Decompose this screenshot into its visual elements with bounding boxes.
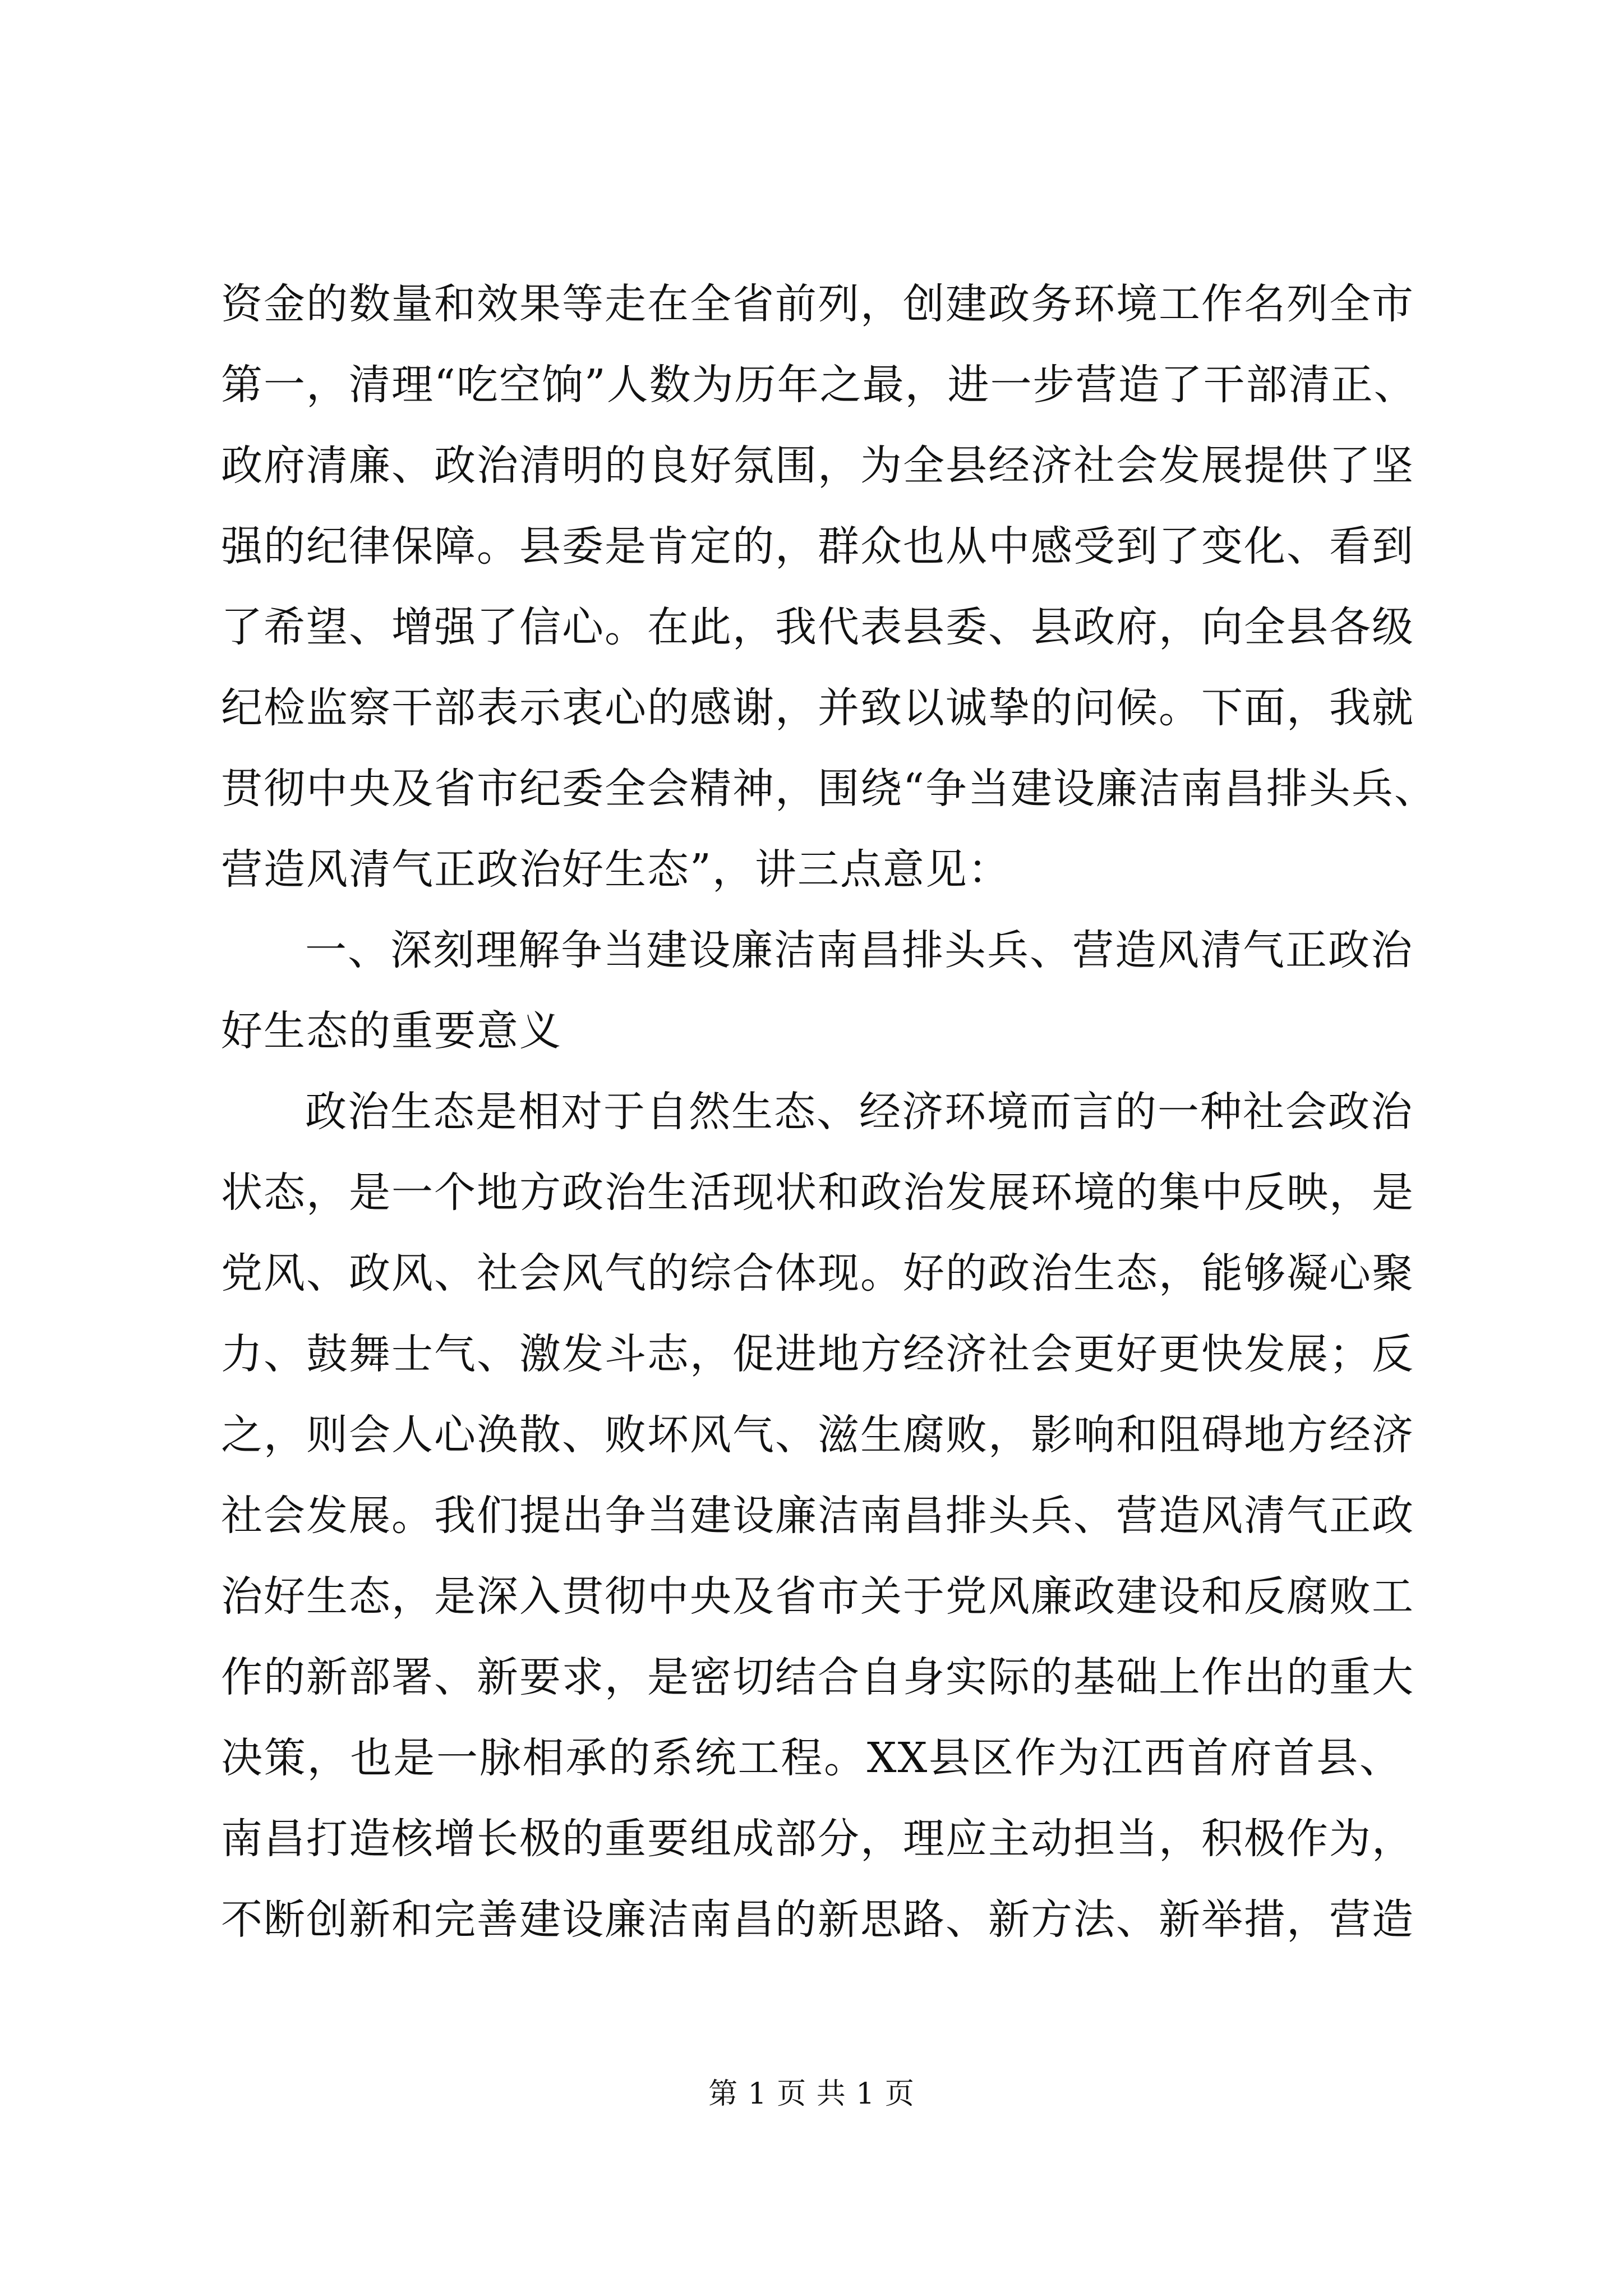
text-line: 政府清廉、政治清明的良好氛围，为全县经济社会发展提供了坚	[221, 441, 1414, 490]
text-line: 了希望、增强了信心。在此，我代表县委、县政府，向全县各级	[221, 603, 1414, 651]
section-heading-line: 一、深刻理解争当建设廉洁南昌排头兵、营造风清气正政治	[305, 926, 1413, 974]
text-line: 作的新部署、新要求，是密切结合自身实际的基础上作出的重大	[221, 1653, 1414, 1701]
text-line: 政治生态是相对于自然生态、经济环境而言的一种社会政治	[305, 1088, 1413, 1136]
text-line: 力、鼓舞士气、激发斗志，促进地方经济社会更好更快发展；反	[221, 1330, 1414, 1378]
text-line: 资金的数量和效果等走在全省前列，创建政务环境工作名列全市	[221, 280, 1414, 328]
text-line: 社会发展。我们提出争当建设廉洁南昌排头兵、营造风清气正政	[221, 1492, 1414, 1540]
text-line: 治好生态，是深入贯彻中央及省市关于党风廉政建设和反腐败工	[221, 1572, 1414, 1621]
document-body	[221, 264, 1437, 1960]
section-heading-line: 好生态的重要意义	[221, 1007, 562, 1055]
text-line: 纪检监察干部表示衷心的感谢，并致以诚挚的问候。下面，我就	[221, 684, 1414, 732]
text-line: 不断创新和完善建设廉洁南昌的新思路、新方法、新举措，营造	[221, 1895, 1414, 1944]
text-line: 状态，是一个地方政治生活现状和政治发展环境的集中反映，是	[221, 1168, 1414, 1217]
text-line: 南昌打造核增长极的重要组成部分，理应主动担当，积极作为，	[221, 1815, 1414, 1863]
text-line: 强的纪律保障。县委是肯定的，群众也从中感受到了变化、看到	[221, 522, 1414, 570]
text-line: 营造风清气正政治好生态”，讲三点意见：	[221, 845, 1011, 894]
page-footer: 第 1 页 共 1 页	[708, 2077, 915, 2111]
text-line: 党风、政风、社会风气的综合体现。好的政治生态，能够凝心聚	[221, 1249, 1414, 1297]
text-line: 第一，清理“吃空饷”人数为历年之最，进一步营造了干部清正、	[221, 361, 1417, 409]
text-line: 之，则会人心涣散、败坏风气、滋生腐败，影响和阻碍地方经济	[221, 1411, 1414, 1459]
text-line: 贯彻中央及省市纪委全会精神，围绕“争当建设廉洁南昌排头兵、	[221, 765, 1437, 813]
text-line: 决策，也是一脉相承的系统工程。XX县区作为江西首府首县、	[221, 1734, 1402, 1782]
